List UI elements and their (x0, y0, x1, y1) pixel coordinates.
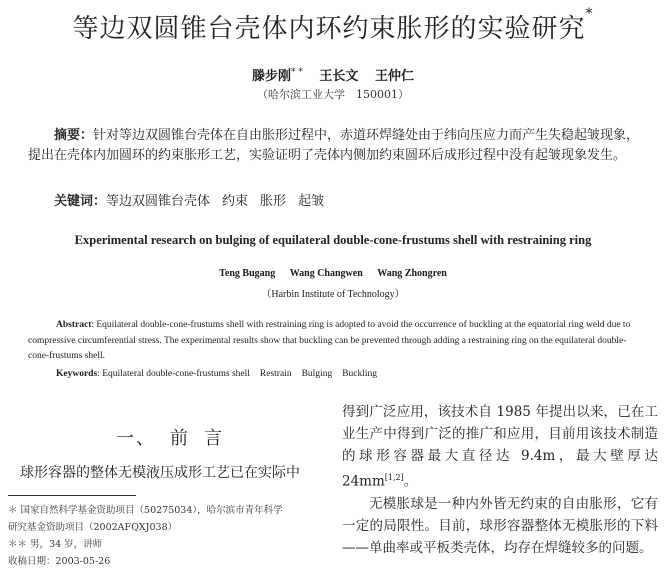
paper-title-text: 等边双圆锥台壳体内环约束胀形的实验研究 (72, 14, 586, 44)
authors-en (0, 268, 666, 279)
author-cn-2: 王长文 (319, 69, 359, 84)
body-text-right (342, 401, 658, 559)
author-en-3: Wang Zhongren (377, 268, 447, 279)
body-paragraph-1: 得到广泛应用，该技术自 1985 年提出以来，已在工业生产中得到广泛的推广和应用，目前用该技术制造的球形容器最大直径达 9.4m，最大壁厚达 24mm[1,2]。 (342, 404, 658, 490)
keyword-cn-3: 胀形 (260, 194, 287, 209)
abstract-en: Abstract: Equilateral double-cone-frustums shell with restraining ring is adopted to avoid the occurrence of buckling at the equatorial ring weld due to compressive circumferential stress. The experimental results show that buckling can be prevented through adding a restraining ring on the equilateral double-cone-frustums shell. (28, 320, 631, 361)
body-paragraph-2: 无模胀球是一种内外皆无约束的自由胀形，它有一定的局限性。目前，球形容器整体无模胀形的下料——单曲率或平板类壳体，均存在焊缝较多的问题。 (342, 495, 658, 556)
keyword-cn-1: 等边双圆锥台壳体 (106, 194, 211, 209)
title-footnote-mark: * (585, 6, 594, 22)
author-cn-1: 滕步刚* * (252, 67, 303, 84)
body-text-left: 球形容器的整体无模液压成形工艺已在实际中 (20, 465, 300, 481)
footnote-line-1: ＊ 国家自然科学基金资助项目（50275034），哈尔滨市青年科学 (8, 505, 283, 516)
abstract-cn-label: 摘要： (54, 128, 94, 143)
section-word-1: 前 (170, 428, 190, 449)
paper-title (0, 8, 666, 45)
keywords-en: Keywords: Equilateral double-cone-frustums shell Restrain Bulging Buckling (56, 369, 378, 379)
author-cn-3: 王仲仁 (374, 69, 414, 84)
keywords-cn (54, 190, 336, 209)
affiliation-cn: （哈尔滨工业大学 150001） (257, 88, 409, 101)
keyword-cn-4: 起皱 (298, 194, 325, 209)
citation-ref: [1,2] (384, 473, 404, 482)
footnotes (8, 502, 318, 570)
section-word-2: 言 (204, 428, 224, 449)
footnote-line-2: 研究基金资助项目（2002AFQXJ038） (8, 522, 178, 533)
paper-title-en: Experimental research on bulging of equilateral double-cone-frustums shell with restraining ring (74, 233, 592, 247)
abstract-cn-text: 针对等边双圆锥台壳体在自由胀形过程中，赤道环焊缝处由于纬向压应力而产生失稳起皱现象，提出在壳体内加圆环的约束胀形工艺，实验证明了壳体内侧加约束圆环后成形过程中没有起皱现象发生。 (28, 128, 640, 163)
abstract-en-text: Equilateral double-cone-frustums shell with restraining ring is adopted to avoid the occurrence of buckling at the equatorial ring weld due to compressive circumferential stress. The experimental results show that buckling can be prevented through adding a restraining ring on the equilateral double-cone-frustums shell. (28, 320, 631, 361)
keyword-en-4: Buckling (342, 369, 378, 379)
keyword-en-3: Bulging (301, 369, 333, 379)
keyword-cn-2: 约束 (222, 194, 249, 209)
abstract-en-label: Abstract (56, 320, 92, 330)
keywords-en-label: Keywords (56, 369, 98, 379)
footnote-divider (8, 495, 136, 496)
keyword-en-2: Restrain (259, 369, 292, 379)
received-date: 收稿日期：2003-05-26 (8, 556, 111, 567)
affiliation-en: （Harbin Institute of Technology） (261, 289, 405, 300)
author-en-2: Wang Changwen (289, 268, 363, 279)
footnote-line-3: ＊＊ 男，34 岁，讲师 (8, 539, 103, 550)
authors-cn (0, 65, 666, 84)
keywords-cn-label: 关键词： (54, 194, 107, 209)
section-heading-intro (116, 424, 238, 450)
abstract-cn (28, 126, 640, 166)
section-number: 一、 (116, 428, 156, 449)
author-en-1: Teng Bugang (219, 268, 276, 279)
keyword-en-1: Equilateral double-cone-frustums shell (102, 369, 250, 379)
